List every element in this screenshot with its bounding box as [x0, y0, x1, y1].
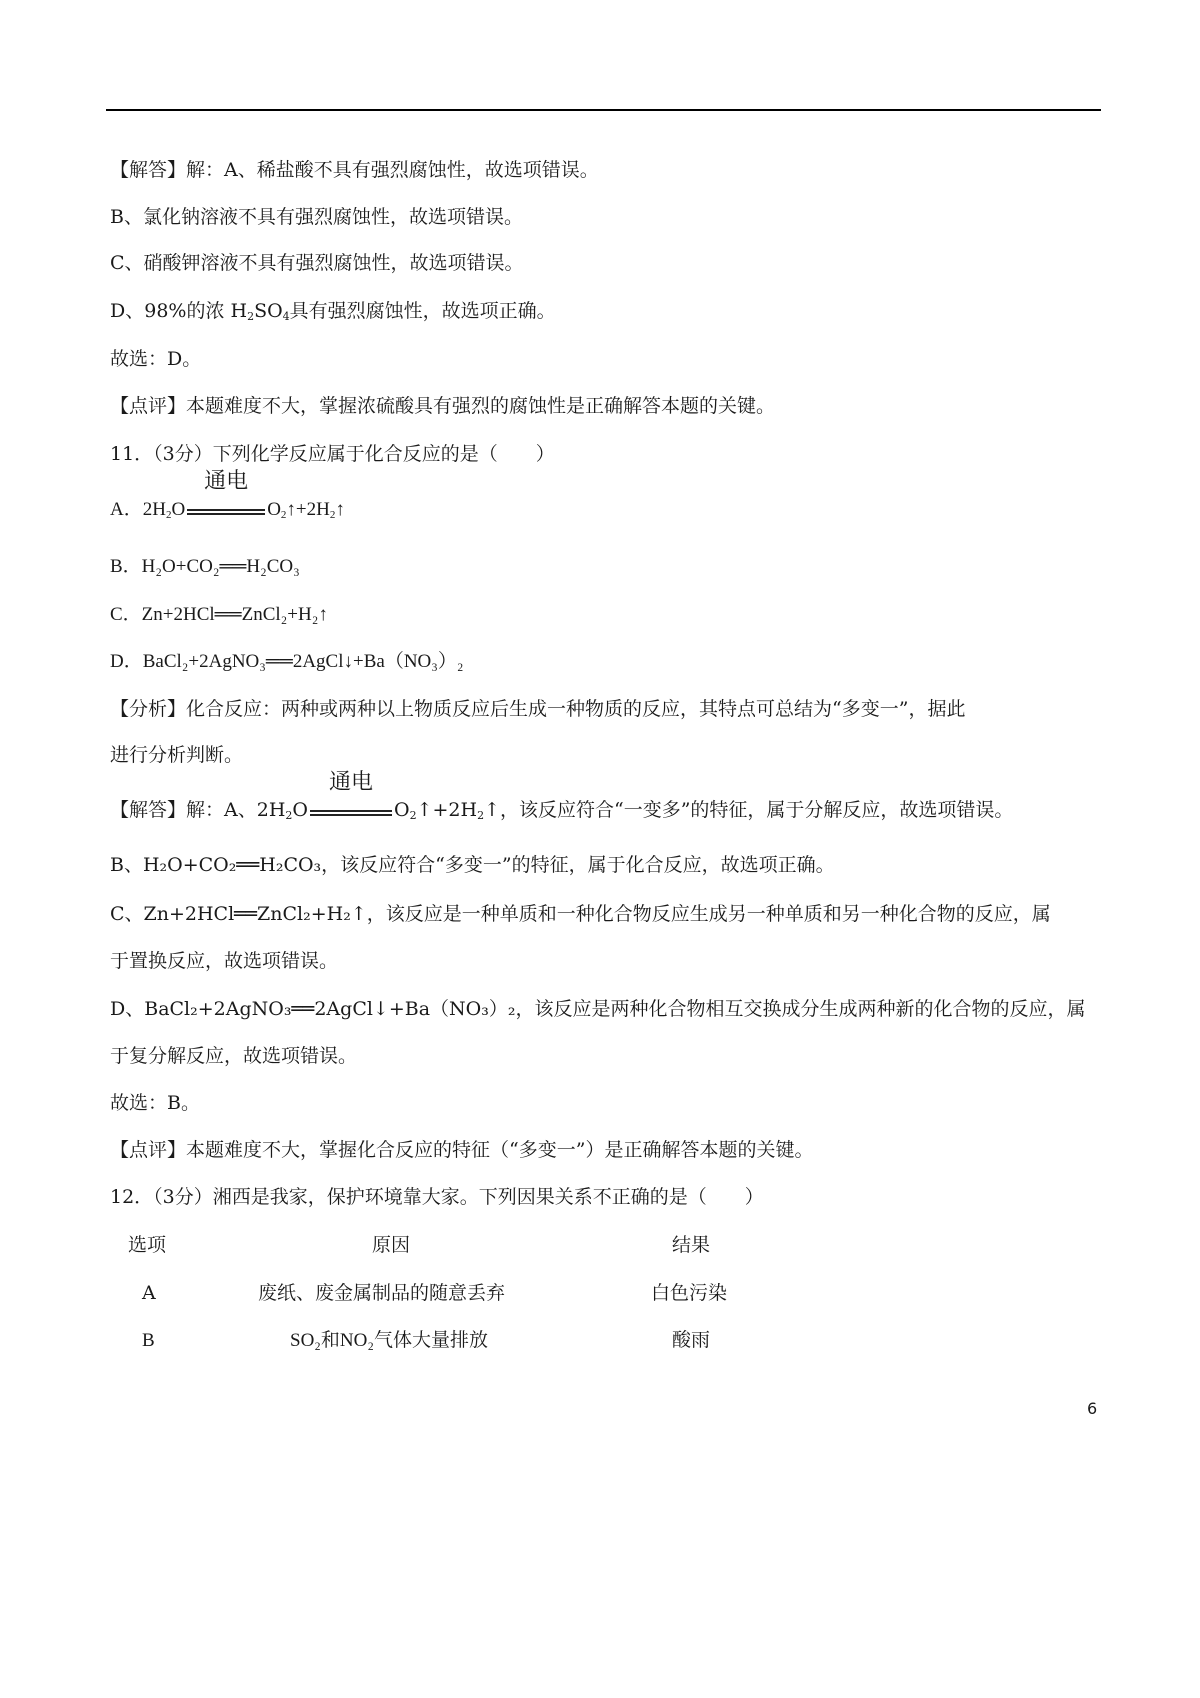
- q11-selection: 故选：B。: [110, 1092, 200, 1114]
- comment-heading: 【点评】: [110, 1139, 187, 1161]
- answer-heading: 【解答】: [110, 159, 187, 181]
- q10-answer-b: B、氯化钠溶液不具有强烈腐蚀性，故选项错误。: [110, 206, 523, 228]
- q11-answer-c2: 于置换反应，故选项错误。: [110, 950, 339, 972]
- q11-answer-d1: D、BaCl₂+2AgNO₃══2AgCl↓+Ba（NO₃）₂，该反应是两种化合物相互交换成分生成两种新的化合物的反应，属: [110, 998, 1086, 1020]
- table-header-cause: 原因: [372, 1234, 411, 1256]
- answer-heading: 【解答】: [110, 799, 187, 821]
- comment-text: 本题难度不大，掌握浓硫酸具有强烈的腐蚀性是正确解答本题的关键。: [186, 395, 776, 417]
- condition-label: 通电: [328, 770, 373, 795]
- table-row-b-cause: SO₂和NO₂气体大量排放: [290, 1330, 488, 1351]
- q11-answer-a: 【解答】解：A、$2H_2O$ 通电 $O_2↑+2H_2↑$，该反应符合“一变多”的特征，属于分解反应，故选项错误。: [110, 770, 1014, 822]
- q11-analysis-2: 进行分析判断。: [110, 744, 244, 766]
- electrolysis-condition: [310, 770, 392, 816]
- answer-d-prefix: D、98%的浓 H: [110, 300, 248, 322]
- analysis-heading: 【分析】: [110, 698, 187, 720]
- table-row-a-result: 白色污染: [651, 1282, 728, 1304]
- q10-comment: [110, 397, 775, 416]
- table-row-b-option: B: [142, 1330, 155, 1351]
- q12-stem: 12．（3分）湘西是我家，保护环境靠大家。下列因果关系不正确的是（ ）: [110, 1186, 764, 1208]
- table-row-b-result: 酸雨: [672, 1329, 711, 1351]
- q11-answer-d2: 于复分解反应，故选项错误。: [110, 1045, 358, 1067]
- table-row-a-cause: 废纸、废金属制品的随意丢弃: [258, 1282, 506, 1304]
- table-header-result: 结果: [672, 1234, 711, 1256]
- q10-answer-d: D、98%的浓 $H_2SO_4$具有强烈腐蚀性，故选项正确。: [110, 300, 556, 323]
- q11-option-a: A．$2H_2O$ 通电 $O_2↑+2H_2↑$: [110, 469, 345, 521]
- q11-answer-b: B、H₂O+CO₂══H₂CO₃，该反应符合“多变一”的特征，属于化合反应，故选项正确。: [110, 854, 835, 876]
- q11-answer-c1: C、Zn+2HCl══ZnCl₂+H₂↑，该反应是一种单质和一种化合物反应生成另一种单质和另一种化合物的反应，属: [110, 903, 1051, 925]
- q11-analysis-1: [110, 700, 965, 719]
- header-rule: [106, 109, 1101, 111]
- electrolysis-condition: [187, 469, 265, 515]
- answer-d-suffix: 具有强烈腐蚀性，故选项正确。: [289, 300, 556, 322]
- answer-a-text: 解：A、稀盐酸不具有强烈腐蚀性，故选项错误。: [186, 159, 599, 181]
- table-row-a-option: A: [142, 1282, 156, 1304]
- table-header-option: 选项: [128, 1234, 167, 1256]
- q11-stem: 11．（3分）下列化学反应属于化合反应的是（ ）: [110, 443, 555, 465]
- q10-answer-c: C、硝酸钾溶液不具有强烈腐蚀性，故选项错误。: [110, 252, 524, 274]
- comment-heading: 【点评】: [110, 395, 187, 417]
- q10-selection: 故选：D。: [110, 348, 202, 370]
- q11-option-b: B．H₂O+CO₂══H₂CO₃: [110, 556, 300, 577]
- answer-a-tail: ，该反应符合“一变多”的特征，属于分解反应，故选项错误。: [499, 799, 1014, 821]
- comment-text: 本题难度不大，掌握化合反应的特征（“多变一”）是正确解答本题的关键。: [186, 1139, 814, 1161]
- q11-option-c: C．Zn+2HCl══ZnCl₂+H₂↑: [110, 604, 328, 625]
- q10-answer-line: [110, 161, 599, 180]
- q11-comment: [110, 1141, 813, 1160]
- analysis-text: 化合反应：两种或两种以上物质反应后生成一种物质的反应，其特点可总结为“多变一”，据此: [186, 698, 966, 720]
- page-number: 6: [1087, 1399, 1098, 1418]
- q11-option-d: D．BaCl₂+2AgNO₃══2AgCl↓+Ba（NO₃）₂: [110, 651, 464, 672]
- condition-label: 通电: [204, 469, 249, 494]
